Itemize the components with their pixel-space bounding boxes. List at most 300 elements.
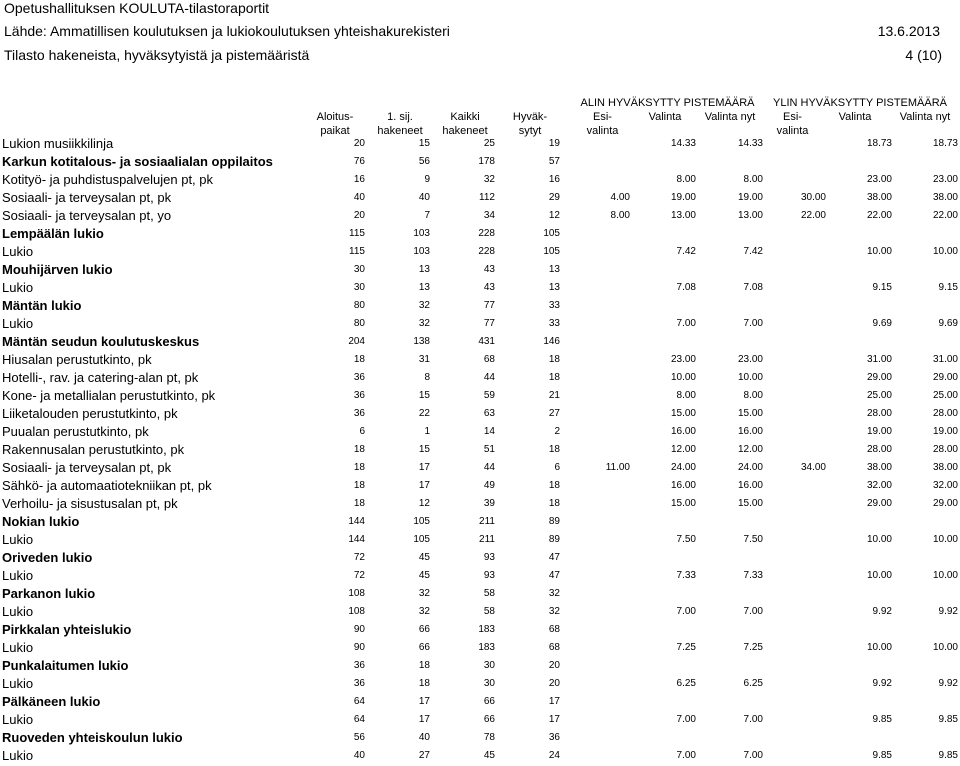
row-label: Lukio	[2, 568, 34, 583]
cell-aloituspaikat: 80	[353, 300, 365, 311]
cell-aloituspaikat: 20	[353, 210, 365, 221]
cell-ensisij: 105	[413, 534, 430, 545]
table-row	[0, 134, 960, 152]
row-label: Lukio	[2, 532, 34, 547]
cell-ylin-valinta-nyt: 31.00	[932, 354, 958, 365]
cell-alin-valinta-nyt: 8.00	[743, 174, 763, 185]
cell-kaikki: 431	[478, 336, 495, 347]
cell-ylin-esivalinta: 22.00	[800, 210, 826, 221]
cell-aloituspaikat: 18	[353, 462, 365, 473]
cell-ensisij: 31	[418, 354, 430, 365]
cell-ensisij: 9	[424, 174, 430, 185]
data-table	[0, 134, 960, 764]
cell-hyvaksytyt: 21	[548, 390, 560, 401]
cell-alin-valinta: 6.25	[676, 678, 696, 689]
cell-kaikki: 77	[483, 300, 495, 311]
table-row	[0, 548, 960, 566]
table-row	[0, 566, 960, 584]
row-label: Lukion musiikkilinja	[2, 136, 114, 151]
table-row	[0, 458, 960, 476]
row-label: Sosiaali- ja terveysalan pt, pk	[2, 460, 172, 475]
cell-hyvaksytyt: 18	[548, 372, 560, 383]
cell-ensisij: 27	[418, 750, 430, 761]
cell-alin-valinta: 7.00	[676, 750, 696, 761]
cell-aloituspaikat: 36	[353, 390, 365, 401]
cell-alin-valinta: 7.00	[676, 606, 696, 617]
cell-alin-valinta: 14.33	[670, 138, 696, 149]
cell-kaikki: 211	[479, 516, 495, 527]
cell-alin-valinta-nyt: 12.00	[737, 444, 763, 455]
cell-hyvaksytyt: 89	[548, 516, 560, 527]
cell-ylin-valinta: 9.15	[872, 282, 892, 293]
row-label: Nokian lukio	[2, 514, 80, 529]
cell-kaikki: 25	[483, 138, 495, 149]
cell-ensisij: 18	[418, 678, 430, 689]
table-row	[0, 674, 960, 692]
row-label: Hiusalan perustutkinto, pk	[2, 352, 152, 367]
cell-kaikki: 228	[478, 246, 495, 257]
cell-alin-valinta-nyt: 6.25	[743, 678, 763, 689]
cell-ensisij: 103	[413, 246, 430, 257]
row-label: Lukio	[2, 676, 34, 691]
cell-alin-esivalinta: 4.00	[610, 192, 630, 203]
cell-alin-valinta: 15.00	[670, 408, 696, 419]
row-label: Sosiaali- ja terveysalan pt, yo	[2, 208, 172, 223]
table-row	[0, 638, 960, 656]
cell-alin-valinta-nyt: 13.00	[737, 210, 763, 221]
cell-alin-valinta-nyt: 15.00	[737, 408, 763, 419]
cell-ensisij: 32	[418, 300, 430, 311]
cell-ylin-valinta-nyt: 29.00	[932, 498, 958, 509]
cell-ensisij: 15	[418, 390, 430, 401]
cell-alin-valinta: 7.33	[676, 570, 696, 581]
cell-ensisij: 32	[418, 606, 430, 617]
cell-aloituspaikat: 20	[353, 138, 365, 149]
cell-ylin-valinta: 28.00	[866, 444, 892, 455]
cell-hyvaksytyt: 89	[548, 534, 560, 545]
cell-ensisij: 40	[418, 732, 430, 743]
cell-kaikki: 43	[483, 264, 495, 275]
cell-hyvaksytyt: 13	[548, 264, 560, 275]
cell-ensisij: 15	[418, 138, 430, 149]
cell-aloituspaikat: 64	[353, 696, 365, 707]
cell-hyvaksytyt: 146	[543, 336, 560, 347]
cell-hyvaksytyt: 33	[548, 300, 560, 311]
cell-kaikki: 51	[483, 444, 495, 455]
cell-hyvaksytyt: 105	[543, 246, 560, 257]
cell-hyvaksytyt: 24	[548, 750, 560, 761]
cell-hyvaksytyt: 18	[548, 498, 560, 509]
cell-kaikki: 63	[483, 408, 495, 419]
table-row	[0, 656, 960, 674]
cell-ylin-valinta-nyt: 25.00	[932, 390, 958, 401]
alin-group-header: ALIN HYVÄKSYTTY PISTEMÄÄRÄ	[580, 97, 755, 109]
cell-kaikki: 112	[479, 192, 495, 203]
cell-kaikki: 59	[483, 390, 495, 401]
cell-alin-valinta: 24.00	[670, 462, 696, 473]
cell-ylin-valinta: 25.00	[866, 390, 892, 401]
cell-ylin-valinta-nyt: 18.73	[932, 138, 958, 149]
cell-kaikki: 183	[478, 642, 495, 653]
cell-ylin-valinta: 29.00	[866, 498, 892, 509]
cell-kaikki: 43	[483, 282, 495, 293]
cell-hyvaksytyt: 105	[543, 228, 560, 239]
cell-ensisij: 17	[418, 714, 430, 725]
cell-ensisij: 56	[418, 156, 430, 167]
cell-ylin-valinta: 32.00	[866, 480, 892, 491]
row-label: Lukio	[2, 712, 34, 727]
cell-aloituspaikat: 204	[348, 336, 365, 347]
table-row	[0, 332, 960, 350]
cell-ylin-esivalinta: 30.00	[800, 192, 826, 203]
cell-ylin-valinta-nyt: 9.85	[938, 714, 958, 725]
cell-alin-valinta: 7.42	[676, 246, 696, 257]
cell-alin-esivalinta: 11.00	[605, 462, 630, 473]
cell-hyvaksytyt: 17	[548, 696, 560, 707]
cell-aloituspaikat: 108	[348, 606, 365, 617]
cell-alin-valinta-nyt: 23.00	[737, 354, 763, 365]
cell-hyvaksytyt: 18	[548, 480, 560, 491]
cell-alin-valinta-nyt: 16.00	[737, 480, 763, 491]
cell-aloituspaikat: 108	[348, 588, 365, 599]
cell-aloituspaikat: 30	[353, 282, 365, 293]
table-row	[0, 512, 960, 530]
cell-ylin-valinta: 9.92	[872, 678, 892, 689]
cell-ylin-valinta: 38.00	[866, 192, 892, 203]
cell-aloituspaikat: 64	[353, 714, 365, 725]
cell-alin-valinta-nyt: 7.25	[743, 642, 763, 653]
cell-alin-valinta-nyt: 7.50	[743, 534, 763, 545]
cell-kaikki: 45	[483, 750, 495, 761]
col-alin-valinta-nyt: Valinta nyt	[704, 111, 756, 123]
cell-kaikki: 66	[483, 696, 495, 707]
cell-kaikki: 183	[478, 624, 495, 635]
cell-alin-valinta: 8.00	[676, 390, 696, 401]
cell-ensisij: 40	[418, 192, 430, 203]
cell-alin-valinta-nyt: 7.00	[743, 750, 763, 761]
cell-alin-valinta: 7.08	[676, 282, 696, 293]
cell-aloituspaikat: 40	[353, 192, 365, 203]
cell-ensisij: 22	[418, 408, 430, 419]
cell-alin-valinta: 8.00	[676, 174, 696, 185]
row-label: Lukio	[2, 640, 34, 655]
cell-ylin-valinta-nyt: 9.92	[938, 606, 958, 617]
row-label: Mäntän lukio	[2, 298, 82, 313]
org-title: Opetushallituksen KOULUTA-tilastoraportit	[4, 0, 270, 16]
row-label: Puualan perustutkinto, pk	[2, 424, 149, 439]
table-row	[0, 476, 960, 494]
cell-kaikki: 32	[483, 174, 495, 185]
cell-aloituspaikat: 144	[348, 534, 365, 545]
cell-hyvaksytyt: 29	[548, 192, 560, 203]
cell-alin-valinta-nyt: 16.00	[737, 426, 763, 437]
cell-ensisij: 32	[418, 318, 430, 329]
cell-alin-valinta-nyt: 7.00	[743, 714, 763, 725]
cell-aloituspaikat: 30	[353, 264, 365, 275]
cell-aloituspaikat: 40	[353, 750, 365, 761]
cell-kaikki: 66	[483, 714, 495, 725]
cell-aloituspaikat: 115	[349, 246, 365, 257]
cell-kaikki: 78	[483, 732, 495, 743]
cell-ensisij: 103	[413, 228, 430, 239]
cell-ylin-valinta-nyt: 32.00	[932, 480, 958, 491]
table-row	[0, 386, 960, 404]
row-label: Ruoveden yhteiskoulun lukio	[2, 730, 183, 745]
cell-aloituspaikat: 90	[353, 624, 365, 635]
row-label: Punkalaitumen lukio	[2, 658, 129, 673]
source-line: Lähde: Ammatillisen koulutuksen ja lukiokoulutuksen yhteishakurekisteri	[4, 23, 450, 39]
row-label: Kotityö- ja puhdistuspalvelujen pt, pk	[2, 172, 214, 187]
row-label: Lempäälän lukio	[2, 226, 104, 241]
cell-ensisij: 17	[418, 462, 430, 473]
row-label: Lukio	[2, 604, 34, 619]
cell-alin-valinta: 16.00	[670, 480, 696, 491]
cell-kaikki: 44	[483, 372, 495, 383]
cell-alin-valinta: 12.00	[670, 444, 696, 455]
cell-aloituspaikat: 18	[353, 354, 365, 365]
row-label: Kone- ja metallialan perustutkinto, pk	[2, 388, 216, 403]
cell-ylin-valinta-nyt: 28.00	[932, 408, 958, 419]
cell-hyvaksytyt: 47	[548, 552, 560, 563]
cell-ylin-valinta-nyt: 10.00	[932, 642, 958, 653]
cell-kaikki: 58	[483, 606, 495, 617]
table-row	[0, 584, 960, 602]
row-label: Verhoilu- ja sisustusalan pt, pk	[2, 496, 178, 511]
cell-hyvaksytyt: 6	[554, 462, 560, 473]
cell-ensisij: 66	[418, 642, 430, 653]
table-row	[0, 278, 960, 296]
cell-kaikki: 93	[483, 570, 495, 581]
cell-ylin-valinta: 28.00	[866, 408, 892, 419]
cell-alin-valinta: 7.00	[676, 318, 696, 329]
table-row	[0, 350, 960, 368]
cell-ylin-valinta-nyt: 9.69	[938, 318, 958, 329]
cell-ensisij: 12	[418, 498, 430, 509]
table-row	[0, 422, 960, 440]
cell-aloituspaikat: 18	[353, 498, 365, 509]
cell-alin-valinta-nyt: 7.42	[743, 246, 763, 257]
cell-kaikki: 30	[483, 660, 495, 671]
cell-ylin-valinta: 23.00	[866, 174, 892, 185]
cell-ensisij: 66	[418, 624, 430, 635]
table-row	[0, 728, 960, 746]
row-label: Pälkäneen lukio	[2, 694, 101, 709]
cell-aloituspaikat: 36	[353, 372, 365, 383]
cell-aloituspaikat: 16	[353, 174, 365, 185]
cell-ylin-valinta-nyt: 10.00	[932, 570, 958, 581]
cell-ylin-valinta-nyt: 23.00	[932, 174, 958, 185]
cell-ylin-valinta-nyt: 10.00	[932, 246, 958, 257]
cell-alin-valinta: 7.00	[676, 714, 696, 725]
cell-hyvaksytyt: 2	[554, 426, 560, 437]
cell-ylin-valinta: 19.00	[866, 426, 892, 437]
row-label: Hotelli-, rav. ja catering-alan pt, pk	[2, 370, 199, 385]
cell-ylin-valinta: 18.73	[866, 138, 892, 149]
cell-ylin-valinta-nyt: 10.00	[932, 534, 958, 545]
cell-ylin-valinta-nyt: 22.00	[932, 210, 958, 221]
cell-alin-valinta: 7.50	[676, 534, 696, 545]
cell-hyvaksytyt: 20	[548, 678, 560, 689]
cell-hyvaksytyt: 36	[548, 732, 560, 743]
cell-alin-valinta-nyt: 7.33	[743, 570, 763, 581]
report-title: Tilasto hakeneista, hyväksytyistä ja pistemääristä	[4, 47, 310, 63]
cell-ylin-valinta-nyt: 29.00	[932, 372, 958, 383]
table-row	[0, 440, 960, 458]
cell-ylin-valinta: 29.00	[866, 372, 892, 383]
cell-ensisij: 15	[418, 444, 430, 455]
cell-aloituspaikat: 72	[353, 570, 365, 581]
cell-ensisij: 7	[424, 210, 430, 221]
col-alin-valinta: Valinta	[648, 111, 682, 123]
row-label: Karkun kotitalous- ja sosiaalialan oppilaitos	[2, 154, 273, 169]
cell-aloituspaikat: 6	[359, 426, 365, 437]
cell-aloituspaikat: 18	[353, 480, 365, 491]
cell-kaikki: 178	[478, 156, 495, 167]
cell-ensisij: 45	[418, 570, 430, 581]
table-row	[0, 746, 960, 764]
cell-alin-valinta: 19.00	[670, 192, 696, 203]
cell-ylin-valinta: 9.85	[872, 750, 892, 761]
table-row	[0, 224, 960, 242]
cell-ensisij: 13	[418, 282, 430, 293]
cell-ensisij: 17	[418, 480, 430, 491]
cell-aloituspaikat: 56	[353, 732, 365, 743]
cell-alin-valinta: 15.00	[670, 498, 696, 509]
table-row	[0, 188, 960, 206]
cell-ensisij: 1	[424, 426, 430, 437]
cell-ylin-valinta-nyt: 38.00	[932, 192, 958, 203]
cell-ylin-valinta: 10.00	[866, 246, 892, 257]
cell-hyvaksytyt: 33	[548, 318, 560, 329]
report-date: 13.6.2013	[877, 23, 940, 39]
cell-kaikki: 39	[483, 498, 495, 509]
cell-kaikki: 30	[483, 678, 495, 689]
cell-alin-valinta: 10.00	[670, 372, 696, 383]
table-row	[0, 692, 960, 710]
col-alin-esivalinta: Esi- valinta	[586, 111, 619, 137]
cell-ylin-esivalinta: 34.00	[800, 462, 826, 473]
cell-aloituspaikat: 36	[353, 408, 365, 419]
table-row	[0, 530, 960, 548]
row-label: Sosiaali- ja terveysalan pt, pk	[2, 190, 172, 205]
cell-alin-valinta: 16.00	[670, 426, 696, 437]
column-headers	[0, 96, 960, 138]
cell-ylin-valinta: 9.69	[872, 318, 892, 329]
row-label: Mouhijärven lukio	[2, 262, 113, 277]
cell-aloituspaikat: 72	[353, 552, 365, 563]
cell-aloituspaikat: 76	[353, 156, 365, 167]
cell-alin-valinta: 23.00	[670, 354, 696, 365]
cell-hyvaksytyt: 17	[548, 714, 560, 725]
col-ensisij: 1. sij. hakeneet	[377, 111, 423, 137]
cell-alin-esivalinta: 8.00	[610, 210, 630, 221]
table-row	[0, 296, 960, 314]
col-ylin-esivalinta: Esi- valinta	[776, 111, 809, 137]
cell-alin-valinta-nyt: 10.00	[737, 372, 763, 383]
cell-kaikki: 44	[483, 462, 495, 473]
table-row	[0, 404, 960, 422]
cell-ensisij: 138	[413, 336, 430, 347]
cell-kaikki: 34	[483, 210, 495, 221]
cell-alin-valinta-nyt: 14.33	[737, 138, 763, 149]
cell-ylin-valinta-nyt: 9.92	[938, 678, 958, 689]
cell-aloituspaikat: 80	[353, 318, 365, 329]
table-row	[0, 206, 960, 224]
cell-hyvaksytyt: 20	[548, 660, 560, 671]
cell-kaikki: 68	[483, 354, 495, 365]
cell-ylin-valinta: 22.00	[866, 210, 892, 221]
cell-kaikki: 93	[483, 552, 495, 563]
cell-ylin-valinta: 38.00	[866, 462, 892, 473]
cell-hyvaksytyt: 13	[548, 282, 560, 293]
table-row	[0, 152, 960, 170]
ylin-group-header: YLIN HYVÄKSYTTY PISTEMÄÄRÄ	[772, 97, 947, 109]
cell-alin-valinta-nyt: 7.00	[743, 318, 763, 329]
cell-alin-valinta-nyt: 15.00	[737, 498, 763, 509]
row-label: Lukio	[2, 748, 34, 763]
cell-hyvaksytyt: 57	[548, 156, 560, 167]
row-label: Sähkö- ja automaatiotekniikan pt, pk	[2, 478, 212, 493]
table-row	[0, 602, 960, 620]
cell-ylin-valinta: 31.00	[866, 354, 892, 365]
cell-kaikki: 228	[478, 228, 495, 239]
cell-alin-valinta: 7.25	[676, 642, 696, 653]
row-label: Lukio	[2, 280, 34, 295]
cell-kaikki: 14	[483, 426, 495, 437]
cell-aloituspaikat: 36	[353, 678, 365, 689]
cell-kaikki: 58	[483, 588, 495, 599]
cell-hyvaksytyt: 18	[548, 354, 560, 365]
cell-alin-valinta-nyt: 7.08	[743, 282, 763, 293]
col-hyvaksytyt: Hyväk- sytyt	[512, 111, 548, 137]
cell-hyvaksytyt: 16	[548, 174, 560, 185]
cell-hyvaksytyt: 18	[548, 444, 560, 455]
row-label: Rakennusalan perustutkinto, pk	[2, 442, 185, 457]
cell-hyvaksytyt: 68	[548, 642, 560, 653]
cell-ensisij: 8	[424, 372, 430, 383]
col-aloituspaikat: Aloitus- paikat	[316, 111, 354, 137]
cell-hyvaksytyt: 32	[548, 588, 560, 599]
cell-hyvaksytyt: 68	[548, 624, 560, 635]
cell-ensisij: 17	[418, 696, 430, 707]
cell-ensisij: 18	[418, 660, 430, 671]
cell-ylin-valinta-nyt: 9.85	[938, 750, 958, 761]
table-row	[0, 314, 960, 332]
row-label: Lukio	[2, 244, 34, 259]
cell-aloituspaikat: 115	[349, 228, 365, 239]
col-ylin-valinta: Valinta	[838, 111, 872, 123]
cell-ylin-valinta: 9.92	[872, 606, 892, 617]
cell-ylin-valinta-nyt: 28.00	[932, 444, 958, 455]
cell-kaikki: 211	[479, 534, 495, 545]
table-row	[0, 710, 960, 728]
cell-hyvaksytyt: 27	[548, 408, 560, 419]
cell-hyvaksytyt: 32	[548, 606, 560, 617]
cell-ylin-valinta-nyt: 38.00	[932, 462, 958, 473]
cell-ensisij: 32	[418, 588, 430, 599]
cell-hyvaksytyt: 47	[548, 570, 560, 581]
col-ylin-valinta-nyt: Valinta nyt	[899, 111, 951, 123]
row-label: Parkanon lukio	[2, 586, 96, 601]
cell-alin-valinta-nyt: 24.00	[737, 462, 763, 473]
table-row	[0, 242, 960, 260]
cell-kaikki: 49	[483, 480, 495, 491]
cell-ensisij: 13	[418, 264, 430, 275]
cell-ensisij: 105	[413, 516, 430, 527]
table-row	[0, 494, 960, 512]
cell-ylin-valinta: 10.00	[866, 534, 892, 545]
cell-alin-valinta-nyt: 8.00	[743, 390, 763, 401]
